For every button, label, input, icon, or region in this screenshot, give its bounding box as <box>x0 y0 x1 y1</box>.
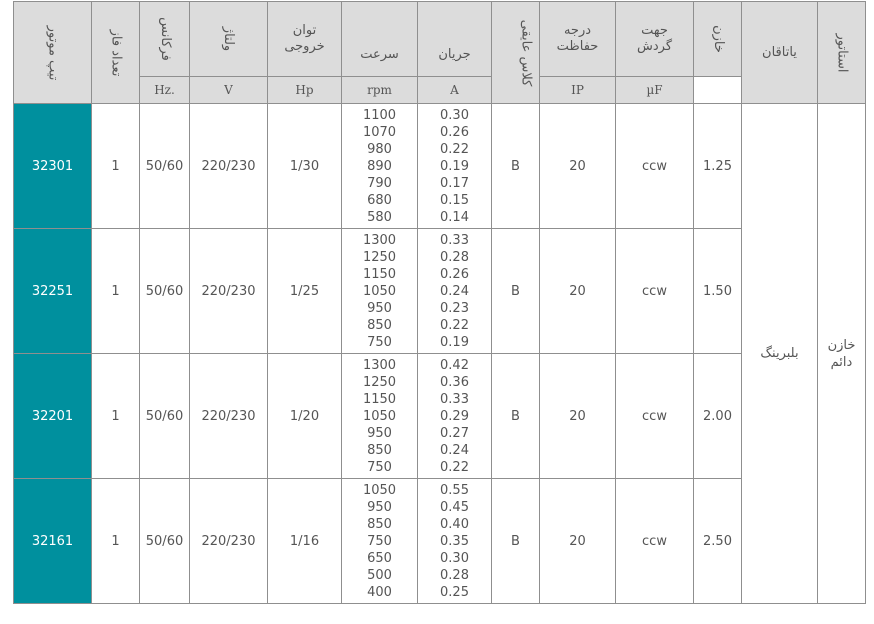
volt-cell: 220/230 <box>190 354 268 479</box>
header-volt: ولتاژ <box>190 2 268 77</box>
current-cell-value: 0.22 <box>440 141 469 157</box>
insulation-cell: B <box>492 479 540 604</box>
table-row <box>14 229 866 354</box>
current-cell <box>418 104 492 229</box>
speed-cell-value: 950 <box>367 300 392 316</box>
speed-cell-value: 850 <box>367 317 392 333</box>
current-cell-value: 0.14 <box>440 209 469 225</box>
bearing-cell: بلبرینگ <box>742 104 818 604</box>
header-ip: درجه حفاظت <box>540 2 616 77</box>
table-row <box>14 104 866 229</box>
speed-cell-value: 850 <box>367 516 392 532</box>
header-bearing: یاتاقان <box>742 2 818 104</box>
unit-ip: IP <box>540 77 616 104</box>
current-cell <box>418 229 492 354</box>
current-cell-value: 0.35 <box>440 533 469 549</box>
header-model: تیپ موتور <box>14 2 92 104</box>
current-cell <box>418 479 492 604</box>
capacitor-cell: 1.25 <box>694 104 742 229</box>
speed-cell-value: 750 <box>367 533 392 549</box>
current-cell-value: 0.30 <box>440 107 469 123</box>
speed-cell-value: 1050 <box>362 283 397 299</box>
speed-cell <box>342 479 418 604</box>
current-cell-value: 0.23 <box>440 300 469 316</box>
current-cell-value: 0.24 <box>440 442 469 458</box>
current-cell-value: 0.33 <box>440 232 469 248</box>
speed-cell-value: 680 <box>367 192 392 208</box>
header-rotation: جهت گردش <box>616 2 694 77</box>
unit-capacitor: µF <box>616 77 694 104</box>
speed-cell-value: 1250 <box>362 249 397 265</box>
ip-cell: 20 <box>540 354 616 479</box>
capacitor-cell: 1.50 <box>694 229 742 354</box>
current-cell-value: 0.29 <box>440 408 469 424</box>
header-capacitor: خازن <box>694 2 742 77</box>
current-cell-value: 0.22 <box>440 317 469 333</box>
current-cell-value: 0.15 <box>440 192 469 208</box>
current-cell-value: 0.33 <box>440 391 469 407</box>
phase-cell: 1 <box>92 229 140 354</box>
ip-cell: 20 <box>540 229 616 354</box>
speed-cell-value: 1070 <box>362 124 397 140</box>
current-cell-value: 0.22 <box>440 459 469 475</box>
speed-cell-value: 750 <box>367 459 392 475</box>
capacitor-cell: 2.50 <box>694 479 742 604</box>
current-cell-value: 0.25 <box>440 584 469 600</box>
unit-freq: Hz. <box>140 77 190 104</box>
volt-cell: 220/230 <box>190 229 268 354</box>
ip-cell: 20 <box>540 479 616 604</box>
table-row <box>14 479 866 604</box>
current-cell-value: 0.28 <box>440 567 469 583</box>
phase-cell: 1 <box>92 479 140 604</box>
stator-value: خازن دائم <box>827 337 856 370</box>
freq-cell: 50/60 <box>140 104 190 229</box>
speed-cell-value: 890 <box>367 158 392 174</box>
speed-cell-value: 500 <box>367 567 392 583</box>
model-cell: 32301 <box>14 104 92 229</box>
power-cell: 1/16 <box>268 479 342 604</box>
phase-cell: 1 <box>92 104 140 229</box>
unit-volt: V <box>190 77 268 104</box>
freq-cell: 50/60 <box>140 229 190 354</box>
volt-cell: 220/230 <box>190 104 268 229</box>
speed-cell-value: 1150 <box>362 266 397 282</box>
current-cell-value: 0.42 <box>440 357 469 373</box>
header-freq: فرکانس <box>140 2 190 77</box>
header-insulation: کلاس عایقی <box>492 2 540 104</box>
freq-cell: 50/60 <box>140 354 190 479</box>
rotation-cell: ccw <box>616 479 694 604</box>
speed-cell-value: 790 <box>367 175 392 191</box>
speed-cell-value: 400 <box>367 584 392 600</box>
speed-cell-value: 950 <box>367 425 392 441</box>
volt-cell: 220/230 <box>190 479 268 604</box>
speed-cell-value: 950 <box>367 499 392 515</box>
speed-cell-value: 1050 <box>362 482 397 498</box>
current-cell-value: 0.45 <box>440 499 469 515</box>
insulation-cell: B <box>492 354 540 479</box>
speed-cell-value: 1050 <box>362 408 397 424</box>
rotation-cell: ccw <box>616 104 694 229</box>
speed-cell-value: 650 <box>367 550 392 566</box>
insulation-cell: B <box>492 229 540 354</box>
unit-speed: rpm <box>342 77 418 104</box>
speed-cell-value: 580 <box>367 209 392 225</box>
table-row <box>14 354 866 479</box>
speed-cell-value: 850 <box>367 442 392 458</box>
speed-cell <box>342 354 418 479</box>
unit-power: Hp <box>268 77 342 104</box>
current-cell-value: 0.26 <box>440 124 469 140</box>
speed-cell-value: 1150 <box>362 391 397 407</box>
speed-cell <box>342 104 418 229</box>
header-phase: تعداد فاز <box>92 2 140 104</box>
current-cell-value: 0.19 <box>440 334 469 350</box>
speed-cell-value: 750 <box>367 334 392 350</box>
current-cell-value: 0.55 <box>440 482 469 498</box>
ip-cell: 20 <box>540 104 616 229</box>
current-cell-value: 0.40 <box>440 516 469 532</box>
phase-cell: 1 <box>92 354 140 479</box>
speed-cell-value: 1300 <box>362 357 397 373</box>
insulation-cell: B <box>492 104 540 229</box>
current-cell-value: 0.30 <box>440 550 469 566</box>
speed-cell-value: 1300 <box>362 232 397 248</box>
stator-cell <box>818 104 866 604</box>
power-cell: 1/25 <box>268 229 342 354</box>
model-cell: 32201 <box>14 354 92 479</box>
current-cell-value: 0.36 <box>440 374 469 390</box>
speed-cell-value: 980 <box>367 141 392 157</box>
speed-cell <box>342 229 418 354</box>
current-cell-value: 0.28 <box>440 249 469 265</box>
model-cell: 32251 <box>14 229 92 354</box>
current-cell <box>418 354 492 479</box>
speed-cell-value: 1250 <box>362 374 397 390</box>
current-cell-value: 0.26 <box>440 266 469 282</box>
header-speed: سرعت <box>342 2 418 77</box>
freq-cell: 50/60 <box>140 479 190 604</box>
rotation-cell: ccw <box>616 354 694 479</box>
model-cell: 32161 <box>14 479 92 604</box>
motor-spec-table <box>13 1 866 604</box>
speed-cell-value: 1100 <box>362 107 397 123</box>
power-cell: 1/30 <box>268 104 342 229</box>
header-stator: استاتور <box>818 2 866 104</box>
header-power: توان خروجی <box>268 2 342 77</box>
current-cell-value: 0.24 <box>440 283 469 299</box>
header-current: جریان <box>418 2 492 77</box>
power-cell: 1/20 <box>268 354 342 479</box>
current-cell-value: 0.17 <box>440 175 469 191</box>
current-cell-value: 0.19 <box>440 158 469 174</box>
capacitor-cell: 2.00 <box>694 354 742 479</box>
current-cell-value: 0.27 <box>440 425 469 441</box>
rotation-cell: ccw <box>616 229 694 354</box>
unit-current: A <box>418 77 492 104</box>
